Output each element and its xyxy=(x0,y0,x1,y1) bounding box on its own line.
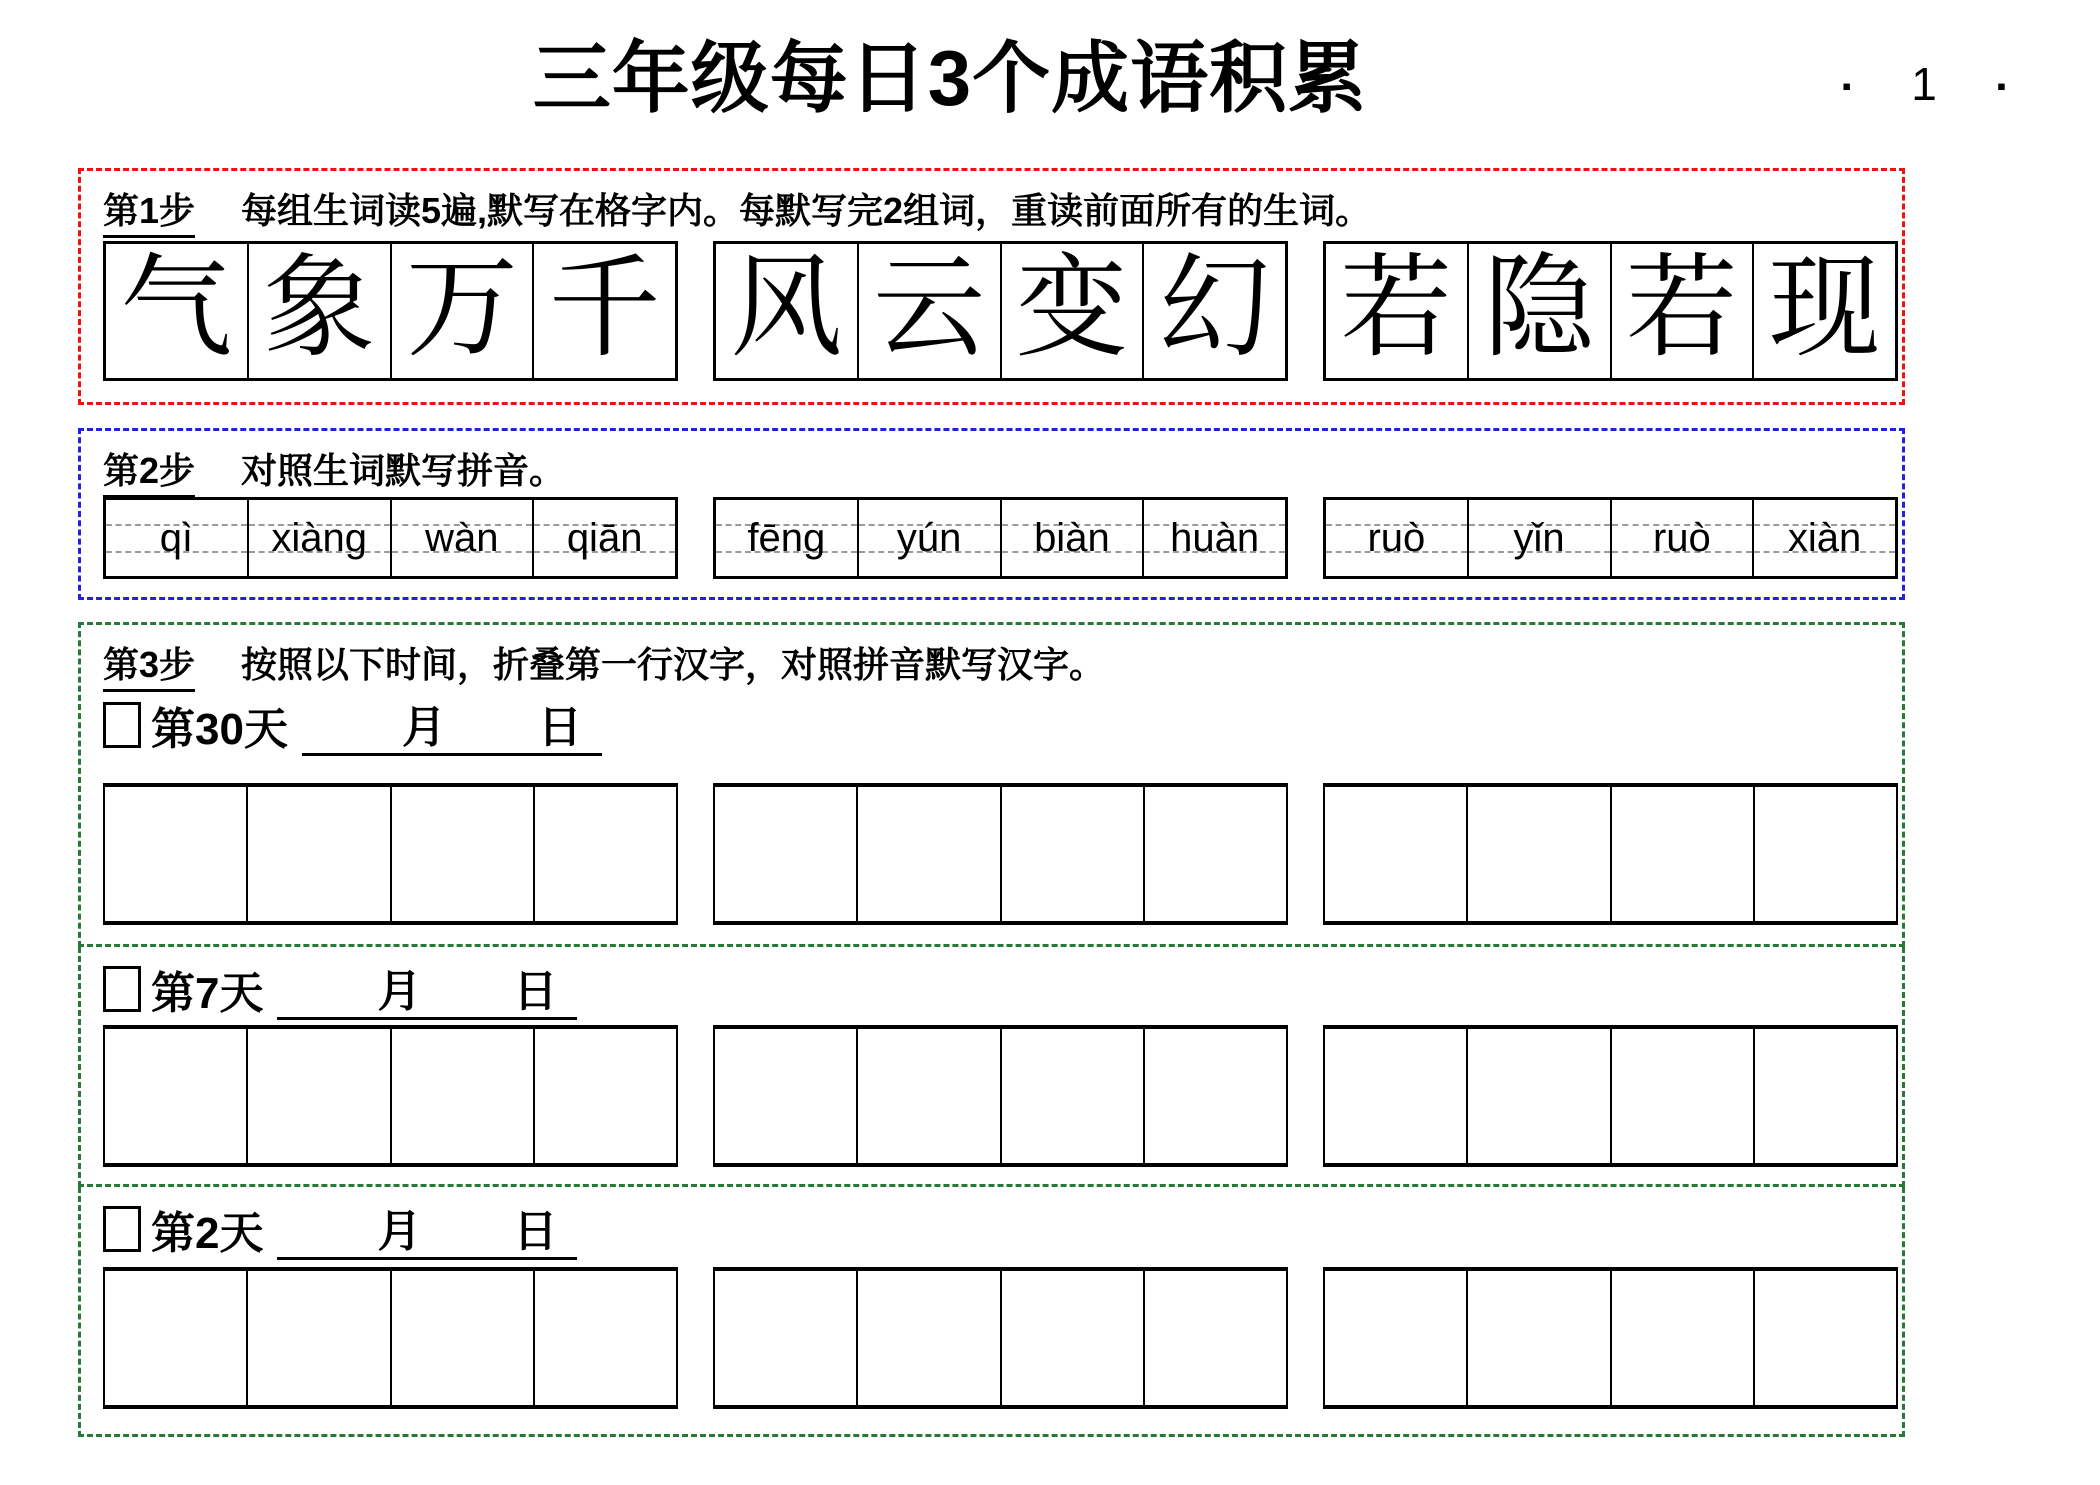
blank-cell xyxy=(533,787,676,921)
char-cell: 象 xyxy=(247,244,390,378)
blank-grid xyxy=(103,783,678,925)
step2-instruction: 对照生词默写拼音。 xyxy=(241,450,566,491)
day-label: 日 xyxy=(513,1207,558,1257)
step3-heading xyxy=(103,643,1105,692)
step3-label: 第3步 xyxy=(103,643,195,692)
pinyin-grid xyxy=(1323,497,1898,579)
blank-cell xyxy=(1753,787,1896,921)
blank-row-day30 xyxy=(103,783,1898,925)
page-title: 三年级每日3个成语积累 xyxy=(532,34,1368,122)
pinyin-text: yǐn xyxy=(1513,515,1565,560)
step2-section xyxy=(78,428,1905,600)
blank-cell xyxy=(1466,787,1609,921)
blank-cell xyxy=(1325,787,1466,921)
char-cell: 若 xyxy=(1610,244,1753,378)
month-label: 月 xyxy=(377,1207,422,1257)
pinyin-cell xyxy=(106,500,247,576)
pinyin-cell xyxy=(716,500,857,576)
blank-grid xyxy=(1323,1025,1898,1167)
char-cell: 幻 xyxy=(1142,244,1285,378)
blank-cell xyxy=(390,1271,533,1405)
day30-heading xyxy=(103,695,602,755)
blank-grid xyxy=(713,783,1288,925)
day2-date-blank xyxy=(277,1199,577,1260)
pinyin-text: huàn xyxy=(1170,515,1260,560)
day2-heading xyxy=(103,1199,577,1259)
pinyin-cell xyxy=(247,500,390,576)
blank-cell xyxy=(533,1029,676,1163)
blank-cell xyxy=(1143,1029,1286,1163)
blank-cell xyxy=(1000,1271,1143,1405)
pinyin-text: ruò xyxy=(1652,515,1711,560)
char-cell: 气 xyxy=(120,247,233,371)
day2-label: 第2天 xyxy=(151,1209,264,1258)
blank-cell xyxy=(105,1029,246,1163)
pinyin-grid xyxy=(103,497,678,579)
day30-date-blank xyxy=(302,695,602,756)
blank-cell xyxy=(390,1029,533,1163)
pinyin-grid xyxy=(713,497,1288,579)
step1-label: 第1步 xyxy=(103,189,195,238)
char-cell: 若 xyxy=(1340,247,1453,371)
idiom-grid xyxy=(103,241,678,381)
pinyin-cell xyxy=(1752,500,1895,576)
pinyin-text: ruò xyxy=(1367,515,1426,560)
char-cell: 隐 xyxy=(1467,244,1610,378)
day30-checkbox xyxy=(103,702,141,748)
blank-cell xyxy=(856,787,999,921)
blank-cell xyxy=(246,1029,389,1163)
step3-section-day7 xyxy=(78,947,1905,1187)
day7-label: 第7天 xyxy=(151,969,264,1018)
blank-cell xyxy=(856,1029,999,1163)
blank-cell xyxy=(1325,1271,1466,1405)
blank-grid xyxy=(103,1267,678,1409)
blank-cell xyxy=(715,1271,856,1405)
blank-cell xyxy=(1325,1029,1466,1163)
char-cell: 现 xyxy=(1752,244,1895,378)
char-cell: 千 xyxy=(532,244,675,378)
step3-section-day2 xyxy=(78,1187,1905,1437)
pinyin-cell xyxy=(857,500,1000,576)
month-label: 月 xyxy=(377,967,422,1017)
char-cell: 风 xyxy=(730,247,843,371)
blank-grid xyxy=(1323,1267,1898,1409)
blank-cell xyxy=(1000,1029,1143,1163)
page-number xyxy=(1842,54,2006,114)
pinyin-text: biàn xyxy=(1034,515,1110,560)
pinyin-cell xyxy=(1142,500,1285,576)
blank-cell xyxy=(1753,1271,1896,1405)
page-dot-icon: ▪ xyxy=(1996,71,2006,101)
day-label: 日 xyxy=(537,703,582,753)
blank-cell xyxy=(246,787,389,921)
blank-cell xyxy=(715,1029,856,1163)
blank-cell xyxy=(105,1271,246,1405)
page-number-value: 1 xyxy=(1911,58,1937,110)
step1-instruction: 每组生词读5遍,默写在格字内。每默写完2组词，重读前面所有的生词。 xyxy=(241,190,1372,231)
day7-checkbox xyxy=(103,966,141,1012)
day2-checkbox xyxy=(103,1206,141,1252)
day30-label: 第30天 xyxy=(151,705,288,754)
blank-grid xyxy=(103,1025,678,1167)
idiom-grid xyxy=(1323,241,1898,381)
pinyin-text: fēng xyxy=(747,515,826,560)
pinyin-text: wàn xyxy=(425,515,499,560)
pinyin-cell xyxy=(1467,500,1610,576)
blank-grid xyxy=(713,1025,1288,1167)
char-cell: 万 xyxy=(390,244,533,378)
step3-section-day30 xyxy=(78,622,1905,947)
step1-heading xyxy=(103,189,1371,238)
blank-cell xyxy=(390,787,533,921)
idiom-row xyxy=(103,241,1898,381)
blank-cell xyxy=(1610,1271,1753,1405)
day7-heading xyxy=(103,959,577,1019)
pinyin-text: qiān xyxy=(566,515,643,560)
pinyin-cell xyxy=(1326,500,1467,576)
step3-instruction: 按照以下时间，折叠第一行汉字，对照拼音默写汉字。 xyxy=(241,644,1106,685)
month-label: 月 xyxy=(401,703,446,753)
pinyin-cell xyxy=(532,500,675,576)
blank-cell xyxy=(246,1271,389,1405)
blank-grid xyxy=(713,1267,1288,1409)
step1-section xyxy=(78,168,1905,405)
blank-cell xyxy=(533,1271,676,1405)
pinyin-text: xiàn xyxy=(1787,515,1862,560)
blank-cell xyxy=(1610,787,1753,921)
blank-cell xyxy=(1466,1029,1609,1163)
char-cell: 变 xyxy=(1000,244,1143,378)
idiom-grid xyxy=(713,241,1288,381)
blank-cell xyxy=(1000,787,1143,921)
pinyin-text: yún xyxy=(896,515,962,560)
step2-label: 第2步 xyxy=(103,449,195,498)
page-dot-icon: ▪ xyxy=(1842,71,1852,101)
day-label: 日 xyxy=(513,967,558,1017)
pinyin-cell xyxy=(390,500,533,576)
blank-cell xyxy=(1610,1029,1753,1163)
pinyin-cell xyxy=(1610,500,1753,576)
day7-date-blank xyxy=(277,959,577,1020)
step2-heading xyxy=(103,449,565,498)
blank-cell xyxy=(1143,787,1286,921)
pinyin-row xyxy=(103,497,1898,579)
blank-cell xyxy=(1466,1271,1609,1405)
blank-cell xyxy=(856,1271,999,1405)
blank-cell xyxy=(1143,1271,1286,1405)
blank-row-day2 xyxy=(103,1267,1898,1409)
pinyin-text: xiàng xyxy=(271,515,367,560)
blank-cell xyxy=(105,787,246,921)
char-cell: 云 xyxy=(857,244,1000,378)
pinyin-text: qì xyxy=(159,515,194,560)
blank-row-day7 xyxy=(103,1025,1898,1167)
blank-cell xyxy=(1753,1029,1896,1163)
pinyin-cell xyxy=(1000,500,1143,576)
blank-grid xyxy=(1323,783,1898,925)
blank-cell xyxy=(715,787,856,921)
